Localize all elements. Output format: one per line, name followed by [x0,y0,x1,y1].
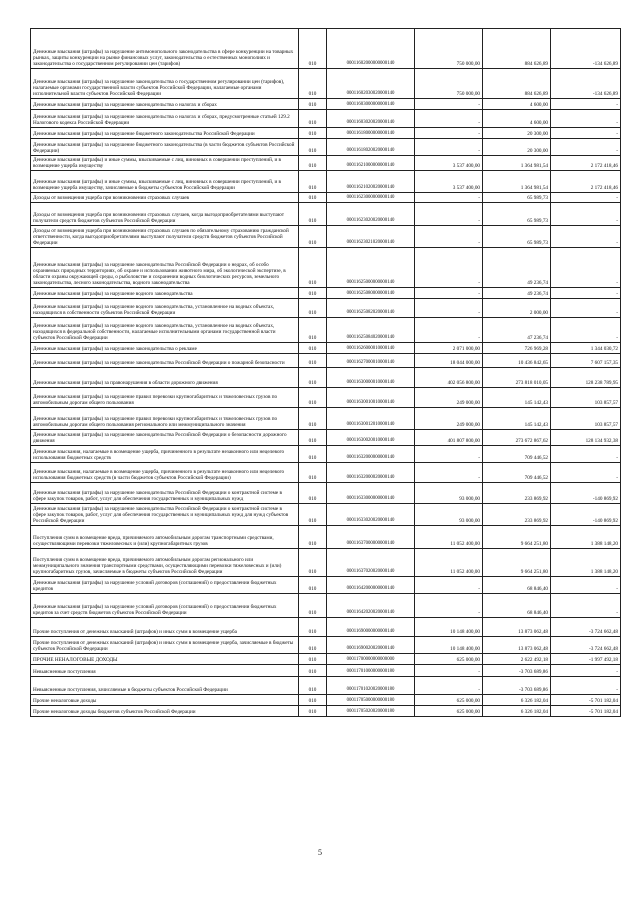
table-body [31,29,621,717]
row-approved: - [415,665,483,677]
row-code: 010 [299,288,327,299]
row-kbk: 00011625084020000140 [327,318,415,343]
row-remainder: - [551,665,621,677]
row-name: Денежные взыскания (штрафы) за нарушение законодательства Российской Федерации о контрактной системе в сфере закупок товаров, работ, услуг для обеспечения государственных и муниципальных нужд [31,483,299,504]
row-kbk: 00011632000000000140 [327,446,415,463]
table-row [31,526,621,549]
row-approved: - [415,226,483,248]
row-kbk: 00011701000000000180 [327,665,415,677]
row-code: 010 [299,318,327,343]
row-code: 010 [299,248,327,288]
row-executed: 6 326 182,04 [483,706,551,717]
table-row [31,665,621,677]
row-name: Денежные взыскания (штрафы) за правонарушения в области дорожного движения [31,368,299,388]
table-row [31,171,621,193]
row-code: 010 [299,110,327,128]
row-remainder: - [551,594,621,618]
row-name: Прочие неналоговые доходы [31,695,299,706]
row-kbk: 00011627000010000140 [327,354,415,368]
table-row [31,29,621,69]
row-executed: -3 703 689,86 [483,677,551,695]
row-name: Поступления сумм в возмещение вреда, причиняемого автомобильным дорогам транспортными средствами, осуществляющими перевозки тяжеловесных и (или) крупногабаритных грузов [31,526,299,549]
row-executed: 9 664 251,80 [483,549,551,577]
row-remainder: -134 626,89 [551,69,621,99]
row-executed: 47 236,74 [483,318,551,343]
row-name: Прочие неналоговые доходы бюджетов субъектов Российской Федерации [31,706,299,717]
table-row [31,388,621,408]
row-name: Денежные взыскания (штрафы) за нарушение правил перевозки крупногабаритных и тяжеловесных грузов по автомобильным дорогам общего пользования [31,388,299,408]
row-name: Денежные взыскания (штрафы) за нарушение условий договоров (соглашений) о предоставлении бюджетных кредитов [31,577,299,594]
row-executed: 10 436 842,65 [483,354,551,368]
row-remainder: -3 724 662,48 [551,618,621,637]
row-remainder: 2 172 418,46 [551,171,621,193]
row-code: 010 [299,139,327,156]
row-remainder: - [551,463,621,483]
row-approved: - [415,99,483,110]
row-code: 010 [299,665,327,677]
row-name: Денежные взыскания (штрафы) за нарушение законодательства Российской Федерации о пожарной безопасности [31,354,299,368]
row-kbk: 00011705020020000180 [327,706,415,717]
row-kbk: 00011637020020000140 [327,549,415,577]
row-approved: 750 000,00 [415,29,483,69]
table-row [31,577,621,594]
row-executed: 709 446,52 [483,463,551,483]
row-kbk: 00011603020020000140 [327,110,415,128]
table-row [31,343,621,354]
row-kbk: 00011637000000000140 [327,526,415,549]
row-approved: 2 071 000,00 [415,343,483,354]
row-approved: - [415,139,483,156]
row-approved: - [415,203,483,226]
row-kbk: 00011623000000000140 [327,193,415,203]
table-row [31,483,621,504]
row-remainder: - [551,299,621,318]
row-code: 010 [299,654,327,665]
row-remainder: - [551,193,621,203]
row-executed: 1 364 981,54 [483,171,551,193]
row-executed: -3 703 689,86 [483,665,551,677]
row-code: 010 [299,695,327,706]
row-approved: 93 000,00 [415,483,483,504]
row-kbk: 00011701020020000180 [327,677,415,695]
row-approved: - [415,299,483,318]
row-kbk: 00011633020020000140 [327,504,415,526]
row-remainder: 2 172 418,46 [551,156,621,171]
row-executed: 884 626,89 [483,29,551,69]
row-executed: 233 869,92 [483,504,551,526]
row-kbk: 00011625082020000140 [327,299,415,318]
row-code: 010 [299,706,327,717]
row-kbk: 00011632000020000140 [327,463,415,483]
table-row [31,446,621,463]
row-executed: 9 664 251,80 [483,526,551,549]
row-code: 010 [299,171,327,193]
row-executed: 4 600,00 [483,99,551,110]
table-row [31,706,621,717]
row-approved: 249 000,00 [415,408,483,430]
row-approved: - [415,128,483,139]
row-executed: 20 300,00 [483,139,551,156]
table-row [31,203,621,226]
row-code: 010 [299,526,327,549]
row-kbk: 00011625080000000140 [327,288,415,299]
row-kbk: 00011690020020000140 [327,637,415,654]
row-approved: 401 807 800,00 [415,430,483,446]
row-approved: - [415,677,483,695]
row-approved: - [415,288,483,299]
row-remainder: 128 238 789,95 [551,368,621,388]
row-code: 010 [299,368,327,388]
row-name: Денежные взыскания (штрафы) за нарушение условий договоров (соглашений) о предоставлении бюджетных кредитов за счет средств бюджетов субъектов Российской Федерации [31,594,299,618]
row-executed: 233 869,92 [483,483,551,504]
row-code: 010 [299,463,327,483]
row-name: Денежные взыскания, налагаемые в возмещение ущерба, причиненного в результате незаконного или нецелевого использования бюджетных средств [31,446,299,463]
row-name: Денежные взыскания (штрафы) за нарушение антимонопольного законодательства в сфере конкуренции на товарных рынках, защиты конкуренции на рынке финансовых услуг, законодательства о естественных монополиях и законодательства о государственном регулировании цен (тарифов) [31,29,299,69]
row-name: Денежные взыскания, налагаемые в возмещение ущерба, причиненного в результате незаконного или нецелевого использования бюджетных средств (в части бюджетов субъектов Российской Федерации) [31,463,299,483]
row-code: 010 [299,343,327,354]
row-name: Денежные взыскания (штрафы) за нарушение законодательства Российской Федерации о недрах, об особо охраняемых природных территориях, об охране и использовании животного мира, об экологической экспертизе, в области охраны окружающей среды, о рыболовстве и сохранении водных биологических ресурсов, земельного законодательства, лесного законодательства, водного законодательства [31,248,299,288]
row-executed: 6 326 182,04 [483,695,551,706]
row-kbk: 00011621000000000140 [327,156,415,171]
row-code: 010 [299,203,327,226]
row-approved: 249 000,00 [415,388,483,408]
row-name: Денежные взыскания (штрафы) за нарушение законодательства о налогах и сборах [31,99,299,110]
row-name: Денежные взыскания (штрафы) за нарушение водного законодательства [31,288,299,299]
row-executed: 2 622 492,18 [483,654,551,665]
row-remainder: - [551,139,621,156]
row-executed: 709 446,52 [483,446,551,463]
row-code: 010 [299,226,327,248]
table-row [31,156,621,171]
row-approved: 10 148 400,00 [415,618,483,637]
table-row [31,677,621,695]
table-row [31,288,621,299]
row-executed: 68 846,40 [483,577,551,594]
row-name: Денежные взыскания (штрафы) за нарушение законодательства о рекламе [31,343,299,354]
table-row [31,354,621,368]
row-kbk: 00011626000010000140 [327,343,415,354]
row-remainder: - [551,203,621,226]
row-approved: - [415,248,483,288]
row-remainder: - [551,99,621,110]
row-kbk: 00011642020020000140 [327,594,415,618]
table-row [31,248,621,288]
row-executed: 884 626,89 [483,69,551,99]
row-remainder: -5 701 182,04 [551,706,621,717]
row-code: 010 [299,504,327,526]
row-remainder: 103 857,57 [551,388,621,408]
row-executed: 4 600,00 [483,110,551,128]
row-remainder: 1 388 148,20 [551,526,621,549]
row-kbk: 00011630010010000140 [327,388,415,408]
row-code: 010 [299,549,327,577]
row-name: Поступления сумм в возмещение вреда, причиняемого автомобильным дорогам регионального или межмуниципального значения транспортными средствами, осуществляющими перевозки тяжеловесных и (или) крупногабаритных грузов, зачисляемые в бюджеты субъектов Российской Федерации [31,549,299,577]
row-approved: 3 537 400,00 [415,171,483,193]
row-kbk: 00011705000000000180 [327,695,415,706]
row-remainder: 1 388 148,20 [551,549,621,577]
row-code: 010 [299,618,327,637]
row-approved: - [415,193,483,203]
row-executed: 65 989,73 [483,226,551,248]
row-name: ПРОЧИЕ НЕНАЛОГОВЫЕ ДОХОДЫ [31,654,299,665]
row-code: 010 [299,594,327,618]
row-code: 010 [299,193,327,203]
row-approved: 625 000,00 [415,695,483,706]
row-kbk: 00011603000000000140 [327,99,415,110]
row-name: Доходы от возмещения ущерба при возникновении страховых случаев, когда выгодоприобретателями выступают получатели средств бюджетов субъектов Российской Федерации [31,203,299,226]
row-code: 010 [299,29,327,69]
row-approved: - [415,110,483,128]
row-remainder: -1 997 492,18 [551,654,621,665]
row-kbk: 00011623020020000140 [327,203,415,226]
table-row [31,368,621,388]
row-executed: 273 672 867,62 [483,430,551,446]
table-row [31,408,621,430]
row-kbk: 00011621020020000140 [327,171,415,193]
row-executed: 1 364 981,54 [483,156,551,171]
row-name: Невыясненные поступления [31,665,299,677]
row-executed: 145 142,43 [483,388,551,408]
row-kbk: 00011630000010000140 [327,368,415,388]
row-kbk: 00011690000000000140 [327,618,415,637]
row-code: 010 [299,128,327,139]
row-executed: 65 989,73 [483,203,551,226]
row-name: Денежные взыскания (штрафы) за нарушение бюджетного законодательства (в части бюджетов субъектов Российской Федерации) [31,139,299,156]
row-approved: 625 000,00 [415,706,483,717]
row-executed: 65 989,73 [483,193,551,203]
row-remainder: 1 344 030,72 [551,343,621,354]
row-remainder: - [551,226,621,248]
row-name: Денежные взыскания (штрафы) и иные суммы, взыскиваемые с лиц, виновных в совершении преступлений, и в возмещение ущерба имуществу, зачисляемые в бюджеты субъектов Российской Федерации [31,171,299,193]
row-name: Денежные взыскания (штрафы) за нарушение законодательства о государственном регулировании цен (тарифов), налагаемые органами государственной власти субъектов Российской Федерации, налагаемые органами исполнительной власти субъектов Российской Федерации [31,69,299,99]
row-kbk: 00011618000000000140 [327,128,415,139]
row-kbk: 00011630020010000140 [327,430,415,446]
row-remainder: -140 869,92 [551,483,621,504]
table-row [31,128,621,139]
row-kbk: 00011602000000000140 [327,29,415,69]
table-row [31,69,621,99]
table-row [31,549,621,577]
row-kbk: 00011630012010000140 [327,408,415,430]
row-approved: 11 052 400,00 [415,526,483,549]
report-page [30,28,620,717]
row-remainder: -134 626,89 [551,29,621,69]
row-name: Денежные взыскания (штрафы) за нарушение бюджетного законодательства Российской Федерации [31,128,299,139]
row-kbk: 00011625000000000140 [327,248,415,288]
row-executed: 49 236,74 [483,248,551,288]
row-kbk: 00011618020020000140 [327,139,415,156]
row-approved: 402 056 800,00 [415,368,483,388]
row-executed: 726 969,28 [483,343,551,354]
row-remainder: - [551,446,621,463]
table-row [31,594,621,618]
table-row [31,695,621,706]
row-code: 010 [299,637,327,654]
row-name: Доходы от возмещения ущерба при возникновении страховых случаев по обязательному страхованию гражданской ответственности, когда выгодоприобретателями выступают получатели средств бюджетов субъектов Российской Федерации [31,226,299,248]
table-row [31,139,621,156]
row-code: 010 [299,677,327,695]
row-code: 010 [299,388,327,408]
row-executed: 13 873 062,48 [483,618,551,637]
row-executed: 145 142,43 [483,408,551,430]
table-row [31,110,621,128]
row-approved: 3 537 400,00 [415,156,483,171]
row-name: Денежные взыскания (штрафы) и иные суммы, взыскиваемые с лиц, виновных в совершении преступлений, и в возмещение ущерба имуществу [31,156,299,171]
row-remainder: - [551,577,621,594]
row-name: Прочие поступления от денежных взысканий (штрафов) и иных сумм в возмещение ущерба [31,618,299,637]
table-row [31,463,621,483]
row-kbk: 00011602030020000140 [327,69,415,99]
table-row [31,299,621,318]
table-row [31,99,621,110]
row-name: Доходы от возмещения ущерба при возникновении страховых случаев [31,193,299,203]
row-executed: 13 873 062,48 [483,637,551,654]
page-number: 5 [318,848,322,857]
row-remainder: - [551,248,621,288]
row-approved: - [415,577,483,594]
row-approved: 750 000,00 [415,69,483,99]
row-remainder: 7 607 157,35 [551,354,621,368]
row-remainder: - [551,110,621,128]
row-approved: 11 052 400,00 [415,549,483,577]
row-code: 010 [299,156,327,171]
row-name: Денежные взыскания (штрафы) за нарушение правил перевозки крупногабаритных и тяжеловесных грузов по автомобильным дорогам общего пользования регионального или межмуниципального значения [31,408,299,430]
row-remainder: - [551,288,621,299]
row-name: Прочие поступления от денежных взысканий (штрафов) и иных сумм в возмещение ущерба, зачисляемые в бюджеты субъектов Российской Федерации [31,637,299,654]
row-remainder: - [551,318,621,343]
table-row [31,430,621,446]
row-executed: 2 000,00 [483,299,551,318]
row-code: 010 [299,69,327,99]
row-kbk: 00011642000000000140 [327,577,415,594]
row-remainder: -5 701 182,04 [551,695,621,706]
row-code: 010 [299,446,327,463]
table-row [31,654,621,665]
row-code: 010 [299,577,327,594]
row-approved: - [415,318,483,343]
table-row [31,504,621,526]
row-name: Невыясненные поступления, зачисляемые в бюджеты субъектов Российской Федерации [31,677,299,695]
row-name: Денежные взыскания (штрафы) за нарушение водного законодательства, установленное на водных объектах, находящихся в собственности субъектов Российской Федерации [31,299,299,318]
row-approved: 18 044 000,00 [415,354,483,368]
row-approved: - [415,446,483,463]
row-name: Денежные взыскания (штрафы) за нарушение законодательства Российской Федерации о безопасности дорожного движения [31,430,299,446]
row-approved: 93 000,00 [415,504,483,526]
row-code: 010 [299,408,327,430]
row-remainder: -140 869,92 [551,504,621,526]
row-code: 010 [299,299,327,318]
row-remainder: 103 857,57 [551,408,621,430]
row-code: 010 [299,430,327,446]
row-remainder: - [551,677,621,695]
row-executed: 273 818 010,05 [483,368,551,388]
row-approved: 625 000,00 [415,654,483,665]
row-approved: - [415,594,483,618]
row-approved: - [415,463,483,483]
row-kbk: 00011623021020000140 [327,226,415,248]
row-name: Денежные взыскания (штрафы) за нарушение законодательства о налогах и сборах, предусмотренные статьей 129.2 Налогового кодекса Российской Федерации [31,110,299,128]
row-code: 010 [299,354,327,368]
row-remainder: - [551,128,621,139]
table-row [31,318,621,343]
table-row [31,193,621,203]
row-code: 010 [299,483,327,504]
revenue-table [30,28,621,717]
row-kbk: 00011700000000000000 [327,654,415,665]
row-name: Денежные взыскания (штрафы) за нарушение законодательства Российской Федерации о контрактной системе в сфере закупок товаров, работ, услуг для обеспечения государственных и муниципальных нужд для нужд субъектов Российской Федерации [31,504,299,526]
table-row [31,618,621,637]
row-executed: 68 846,40 [483,594,551,618]
row-kbk: 00011633000000000140 [327,483,415,504]
row-remainder: -3 724 662,48 [551,637,621,654]
row-executed: 20 300,00 [483,128,551,139]
table-row [31,637,621,654]
table-row [31,226,621,248]
row-code: 010 [299,99,327,110]
row-approved: 10 148 400,00 [415,637,483,654]
row-executed: 49 236,74 [483,288,551,299]
row-remainder: 128 134 932,38 [551,430,621,446]
row-name: Денежные взыскания (штрафы) за нарушение водного законодательства, установленное на водных объектах, находящихся в федеральной собственности, налагаемые исполнительными органами государственной власти субъектов Российской Федерации [31,318,299,343]
